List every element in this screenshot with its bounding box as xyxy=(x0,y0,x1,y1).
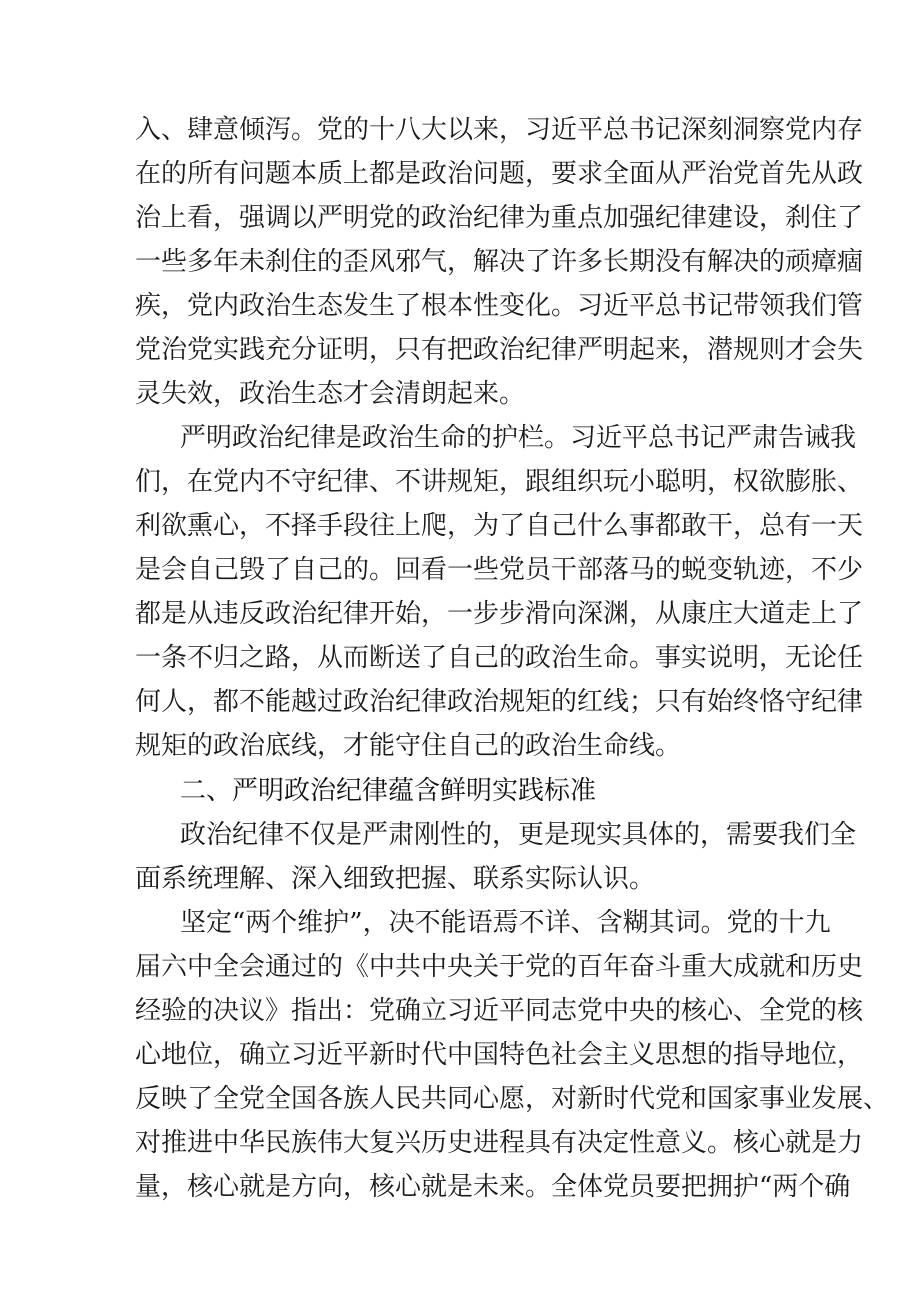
paragraph-2-line: 规矩的政治底线，才能守住自己的政治生命线。 xyxy=(135,731,682,761)
paragraph-4-line: 经验的决议》指出：党确立习近平同志党中央的核心、全党的核 xyxy=(135,996,864,1026)
paragraph-1-line: 灵失效，政治生态才会清朗起来。 xyxy=(135,379,526,409)
section-heading: 二、严明政治纪律蕴含鲜明实践标准 xyxy=(180,776,597,806)
paragraph-4-line: 对推进中华民族伟大复兴历史进程具有决定性意义。核心就是力 xyxy=(135,1128,864,1158)
paragraph-1-line: 疾，党内政治生态发生了根本性变化。习近平总书记带领我们管 xyxy=(135,291,864,321)
paragraph-1-line: 党治党实践充分证明，只有把政治纪律严明起来，潜规则才会失 xyxy=(135,335,864,365)
paragraph-3-line: 面系统理解、深入细致把握、联系实际认识。 xyxy=(135,864,656,894)
paragraph-4-line: 坚定“两个维护”，决不能语焉不详、含糊其词。党的十九 xyxy=(180,908,831,938)
paragraph-2-line: 是会自己毁了自己的。回看一些党员干部落马的蜕变轨迹，不少 xyxy=(135,555,864,585)
paragraph-1-line: 在的所有问题本质上都是政治问题，要求全面从严治党首先从政 xyxy=(135,159,864,189)
paragraph-1-line: 治上看，强调以严明党的政治纪律为重点加强纪律建设，刹住了 xyxy=(135,203,864,233)
paragraph-2-line: 利欲熏心，不择手段往上爬，为了自己什么事都敢干，总有一天 xyxy=(135,511,864,541)
paragraph-2-line: 都是从违反政治纪律开始，一步步滑向深渊，从康庄大道走上了 xyxy=(135,599,864,629)
paragraph-1-line: 入、肆意倾泻。党的十八大以来，习近平总书记深刻洞察党内存 xyxy=(135,115,864,145)
paragraph-4-line: 心地位，确立习近平新时代中国特色社会主义思想的指导地位， xyxy=(135,1040,864,1070)
paragraph-4-line: 反映了全党全国各族人民共同心愿，对新时代党和国家事业发展、 xyxy=(135,1084,890,1114)
paragraph-3-line: 政治纪律不仅是严肃刚性的，更是现实具体的，需要我们全 xyxy=(180,820,857,850)
paragraph-4-line: 届六中全会通过的《中共中央关于党的百年奋斗重大成就和历史 xyxy=(135,952,864,982)
paragraph-1-line: 一些多年未刹住的歪风邪气，解决了许多长期没有解决的顽瘴痼 xyxy=(135,247,864,277)
paragraph-4-line: 量，核心就是方向，核心就是未来。全体党员要把拥护“两个确 xyxy=(135,1172,851,1202)
paragraph-2-line: 严明政治纪律是政治生命的护栏。习近平总书记严肃告诫我 xyxy=(180,423,857,453)
paragraph-2-line: 们，在党内不守纪律、不讲规矩，跟组织玩小聪明，权欲膨胀、 xyxy=(135,467,864,497)
paragraph-2-line: 一条不归之路，从而断送了自己的政治生命。事实说明，无论任 xyxy=(135,643,864,673)
paragraph-2-line: 何人，都不能越过政治纪律政治规矩的红线；只有始终恪守纪律 xyxy=(135,687,864,717)
